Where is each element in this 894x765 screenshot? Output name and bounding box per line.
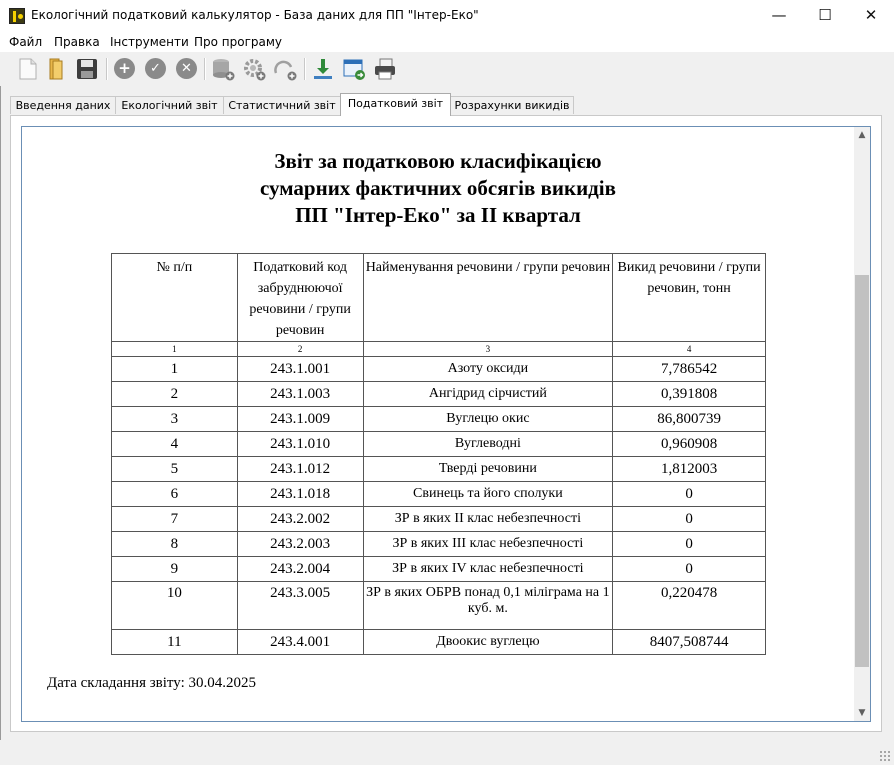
row-tax-code: 243.3.005 (237, 582, 363, 630)
row-emission-value: 0,220478 (613, 582, 766, 630)
header-emission: Викид речовини / групи речовин, тонн (613, 254, 766, 342)
window-export-icon[interactable] (342, 57, 366, 81)
report-title-line: ПП "Інтер-Еко" за ІІ квартал (295, 203, 581, 227)
confirm-icon[interactable]: ✓ (144, 57, 168, 81)
tab-bar (0, 93, 894, 115)
row-substance-name: Азоту оксиди (363, 357, 613, 382)
row-substance-name: Тверді речовини (363, 457, 613, 482)
row-number: 3 (112, 407, 238, 432)
row-substance-name: ЗР в яких IV клас небезпечності (363, 557, 613, 582)
report-date: Дата складання звіту: 30.04.2025 (47, 675, 256, 691)
menu-about[interactable]: Про програму (194, 35, 283, 49)
row-tax-code: 243.1.009 (237, 407, 363, 432)
row-number: 6 (112, 482, 238, 507)
table-row (112, 507, 766, 532)
row-substance-name: ЗР в яких ІІ клас небезпечності (363, 507, 613, 532)
row-emission-value: 1,812003 (613, 457, 766, 482)
row-substance-name: Вуглеводні (363, 432, 613, 457)
column-number-row (112, 342, 766, 357)
report-page (22, 127, 854, 721)
row-emission-value: 8407,508744 (613, 630, 766, 655)
close-button[interactable]: ✕ (864, 6, 878, 24)
menu-file[interactable]: Файл (9, 35, 43, 49)
save-icon[interactable] (75, 57, 99, 81)
row-emission-value: 0 (613, 507, 766, 532)
table-row (112, 532, 766, 557)
row-emission-value: 0 (613, 557, 766, 582)
row-emission-value: 0 (613, 482, 766, 507)
row-number: 10 (112, 582, 238, 630)
row-tax-code: 243.4.001 (237, 630, 363, 655)
header-substance-name: Найменування речовини / групи речовин (363, 254, 613, 342)
row-substance-name: ЗР в яких ІІІ клас небезпечності (363, 532, 613, 557)
resize-grip-icon[interactable] (879, 750, 891, 762)
row-tax-code: 243.2.002 (237, 507, 363, 532)
row-tax-code: 243.1.018 (237, 482, 363, 507)
row-substance-name: Свинець та його сполуки (363, 482, 613, 507)
table-row (112, 582, 766, 630)
report-title (22, 148, 854, 229)
row-tax-code: 243.1.012 (237, 457, 363, 482)
row-number: 4 (112, 432, 238, 457)
link-add-icon[interactable] (273, 57, 297, 81)
app-icon (9, 8, 25, 24)
row-number: 2 (112, 382, 238, 407)
column-number: 3 (363, 342, 613, 357)
row-number: 7 (112, 507, 238, 532)
row-number: 11 (112, 630, 238, 655)
row-emission-value: 7,786542 (613, 357, 766, 382)
window-title: Екологічний податковий калькулятор - База даних для ПП "Інтер-Еко" (31, 8, 479, 22)
database-add-icon[interactable] (211, 57, 235, 81)
row-substance-name: Ангідрид сірчистий (363, 382, 613, 407)
settings-add-icon[interactable] (242, 57, 266, 81)
menu-edit[interactable]: Правка (54, 35, 100, 49)
row-substance-name: Вуглецю окис (363, 407, 613, 432)
download-icon[interactable] (311, 57, 335, 81)
table-row (112, 382, 766, 407)
table-header-row (112, 254, 766, 342)
tab-data-entry[interactable]: Введення даних (10, 96, 116, 114)
row-number: 9 (112, 557, 238, 582)
cancel-icon[interactable]: ✕ (175, 57, 199, 81)
tab-emission-calc[interactable]: Розрахунки викидів (450, 96, 574, 114)
tab-tax-report[interactable]: Податковий звіт (340, 93, 451, 116)
table-row (112, 630, 766, 655)
row-tax-code: 243.2.004 (237, 557, 363, 582)
header-number: № п/п (112, 254, 238, 342)
table-row (112, 557, 766, 582)
row-number: 8 (112, 532, 238, 557)
row-number: 5 (112, 457, 238, 482)
report-viewer (21, 126, 871, 722)
row-emission-value: 86,800739 (613, 407, 766, 432)
report-title-line: Звіт за податковою класифікацією (274, 149, 602, 173)
row-tax-code: 243.2.003 (237, 532, 363, 557)
column-number: 1 (112, 342, 238, 357)
scroll-down-icon[interactable]: ▼ (858, 708, 866, 718)
menu-tools[interactable]: Інструменти (110, 35, 189, 49)
row-emission-value: 0 (613, 532, 766, 557)
row-substance-name: Двоокис вуглецю (363, 630, 613, 655)
menu-bar (0, 32, 894, 52)
maximize-button[interactable]: ☐ (818, 6, 832, 24)
row-tax-code: 243.1.010 (237, 432, 363, 457)
row-emission-value: 0,960908 (613, 432, 766, 457)
open-folder-icon[interactable] (44, 57, 68, 81)
title-bar (0, 0, 894, 32)
new-file-icon[interactable] (16, 57, 40, 81)
tab-eco-report[interactable]: Екологічний звіт (115, 96, 224, 114)
scroll-up-icon[interactable]: ▲ (858, 130, 866, 140)
add-icon[interactable]: + (113, 57, 137, 81)
row-tax-code: 243.1.003 (237, 382, 363, 407)
toolbar (0, 52, 894, 86)
table-row (112, 357, 766, 382)
table-row (112, 432, 766, 457)
table-row (112, 407, 766, 432)
row-substance-name: ЗР в яких ОБРВ понад 0,1 міліграма на 1 куб. м. (363, 582, 613, 630)
table-row (112, 482, 766, 507)
column-number: 4 (613, 342, 766, 357)
minimize-button[interactable]: — (771, 6, 787, 24)
tax-table (111, 253, 766, 655)
report-title-line: сумарних фактичних обсягів викидів (260, 176, 616, 200)
column-number: 2 (237, 342, 363, 357)
table-row (112, 457, 766, 482)
tab-stat-report[interactable]: Статистичний звіт (223, 96, 341, 114)
scroll-thumb[interactable] (855, 275, 869, 667)
status-bar (0, 740, 894, 765)
header-tax-code: Податковий код забруднюючої речовини / групи речовин (237, 254, 363, 342)
row-number: 1 (112, 357, 238, 382)
row-tax-code: 243.1.001 (237, 357, 363, 382)
print-icon[interactable] (373, 57, 397, 81)
row-emission-value: 0,391808 (613, 382, 766, 407)
vertical-scrollbar[interactable] (854, 127, 870, 721)
